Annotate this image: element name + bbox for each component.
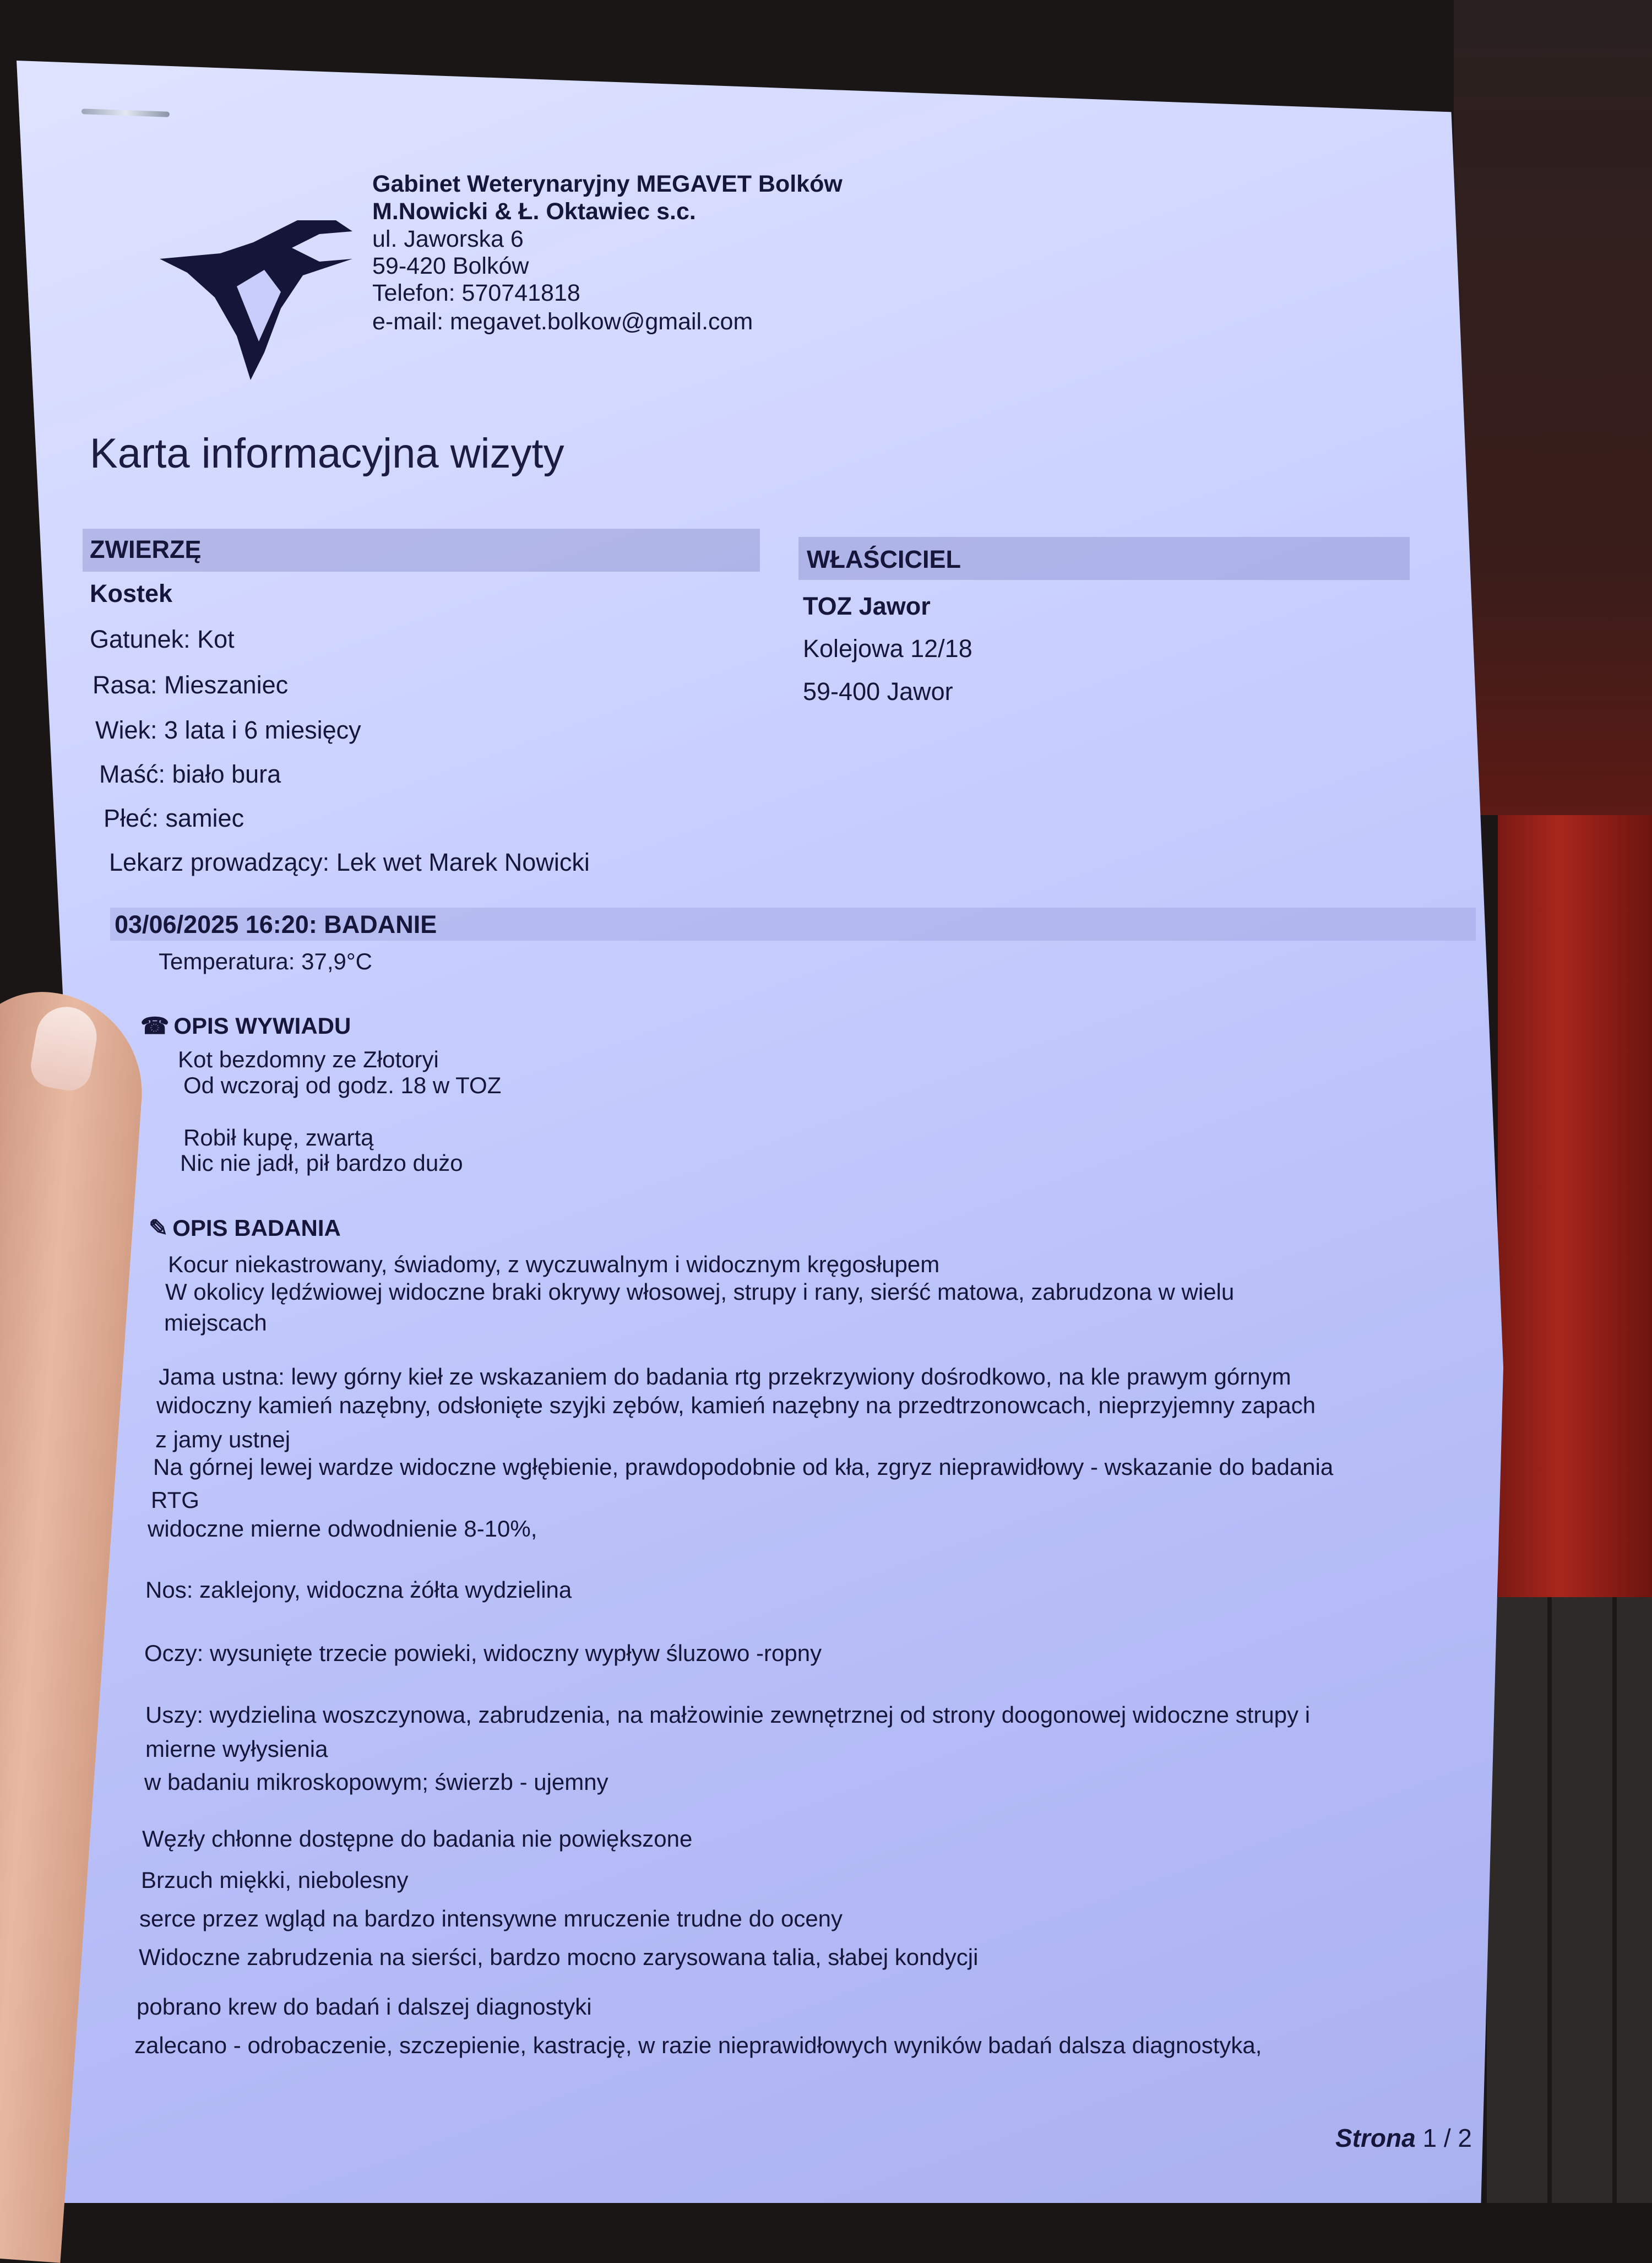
stethoscope-icon: ☎ (140, 1013, 170, 1039)
animal-doctor: Lekarz prowadzący: Lek wet Marek Nowicki (109, 848, 590, 876)
exam-line: z jamy ustnej (155, 1426, 291, 1452)
exam-line: pobrano krew do badań i dalszej diagnostyki (137, 1994, 592, 2020)
exam-line: mierne wyłysienia (145, 1736, 328, 1762)
visit-temperature: Temperatura: 37,9°C (159, 948, 372, 974)
animal-species: Gatunek: Kot (90, 625, 235, 653)
exam-line: widoczne mierne odwodnienie 8-10%, (148, 1516, 537, 1542)
exam-line: Brzuch miękki, niebolesny (141, 1867, 409, 1893)
clinic-logo-icon (154, 209, 352, 386)
visit-header: 03/06/2025 16:20: BADANIE (115, 910, 437, 938)
animal-name: Kostek (90, 579, 173, 607)
clinic-street: ul. Jaworska 6 (372, 226, 524, 252)
animal-header: ZWIERZĘ (90, 535, 202, 563)
interview-line: Kot bezdomny ze Złotoryi (178, 1046, 439, 1072)
exam-line: w badaniu mikroskopowym; świerzb - ujemny (144, 1769, 608, 1795)
background-car-interior (1454, 0, 1652, 815)
interview-line: Nic nie jadł, pił bardzo dużo (180, 1150, 463, 1176)
exam-line: zalecano - odrobaczenie, szczepienie, kastrację, w razie nieprawidłowych wyników badań dalsza diagnostyka, (134, 2032, 1262, 2058)
page-value: 1 / 2 (1422, 2124, 1472, 2152)
clinic-owners: M.Nowicki & Ł. Oktawiec s.c. (372, 198, 696, 225)
page-label: Strona (1335, 2124, 1416, 2152)
background-paving (1487, 1597, 1652, 2203)
clinic-email: e-mail: megavet.bolkow@gmail.com (372, 308, 753, 335)
pen-icon: ✎ (149, 1215, 169, 1241)
document-title: Karta informacyjna wizyty (90, 430, 564, 477)
exam-line: Uszy: wydzielina woszczynowa, zabrudzenia, na małżowinie zewnętrznej od strony doogonowej widoczne strupy i (145, 1702, 1311, 1728)
exam-line: RTG (151, 1487, 199, 1513)
animal-breed: Rasa: Mieszaniec (93, 671, 289, 699)
exam-line: Jama ustna: lewy górny kieł ze wskazaniem do badania rtg przekrzywiony dośrodkowo, na kle prawym górnym (159, 1364, 1291, 1390)
clinic-name: Gabinet Weterynaryjny MEGAVET Bolków (372, 171, 843, 197)
exam-line: W okolicy lędźwiowej widoczne braki okrywy włosowej, strupy i rany, sierść matowa, zabrudzona w wielu (165, 1279, 1235, 1305)
owner-street: Kolejowa 12/18 (803, 634, 972, 663)
exam-line: Nos: zaklejony, widoczna żółta wydzielina (145, 1577, 572, 1603)
page-number (1335, 2123, 1472, 2153)
clinic-postal: 59-420 Bolków (372, 253, 529, 279)
interview-header: OPIS WYWIADU (173, 1013, 351, 1039)
interview-section (140, 1012, 351, 1039)
animal-age: Wiek: 3 lata i 6 miesięcy (95, 716, 361, 744)
exam-section (149, 1214, 341, 1241)
animal-color: Maść: biało bura (99, 760, 281, 788)
animal-sex: Płeć: samiec (104, 804, 244, 832)
owner-header: WŁAŚCICIEL (807, 545, 961, 573)
exam-line: Na górnej lewej wardze widoczne wgłębienie, prawdopodobnie od kła, zgryz nieprawidłowy - wskazanie do badania (153, 1454, 1334, 1480)
interview-line: Robił kupę, zwartą (183, 1125, 374, 1151)
exam-line: miejscach (164, 1310, 267, 1336)
exam-line: Widoczne zabrudzenia na sierści, bardzo mocno zarysowana talia, słabej kondycji (139, 1944, 979, 1970)
owner-name: TOZ Jawor (803, 592, 931, 620)
exam-line: Węzły chłonne dostępne do badania nie powiększone (142, 1826, 693, 1852)
exam-line: Kocur niekastrowany, świadomy, z wyczuwalnym i widocznym kręgosłupem (168, 1251, 940, 1277)
owner-postal: 59-400 Jawor (803, 677, 953, 706)
clinic-phone: Telefon: 570741818 (372, 280, 580, 306)
exam-line: serce przez wgląd na bardzo intensywne mruczenie trudne do oceny (139, 1906, 843, 1931)
interview-line: Od wczoraj od godz. 18 w TOZ (183, 1072, 502, 1098)
background-car-door (1498, 815, 1652, 1652)
exam-line: Oczy: wysunięte trzecie powieki, widoczny wypływ śluzowo -ropny (144, 1640, 822, 1666)
exam-header: OPIS BADANIA (172, 1215, 341, 1241)
exam-line: widoczny kamień nazębny, odsłonięte szyjki zębów, kamień nazębny na przedtrzonowcach, nieprzyjemny zapach (156, 1392, 1316, 1418)
